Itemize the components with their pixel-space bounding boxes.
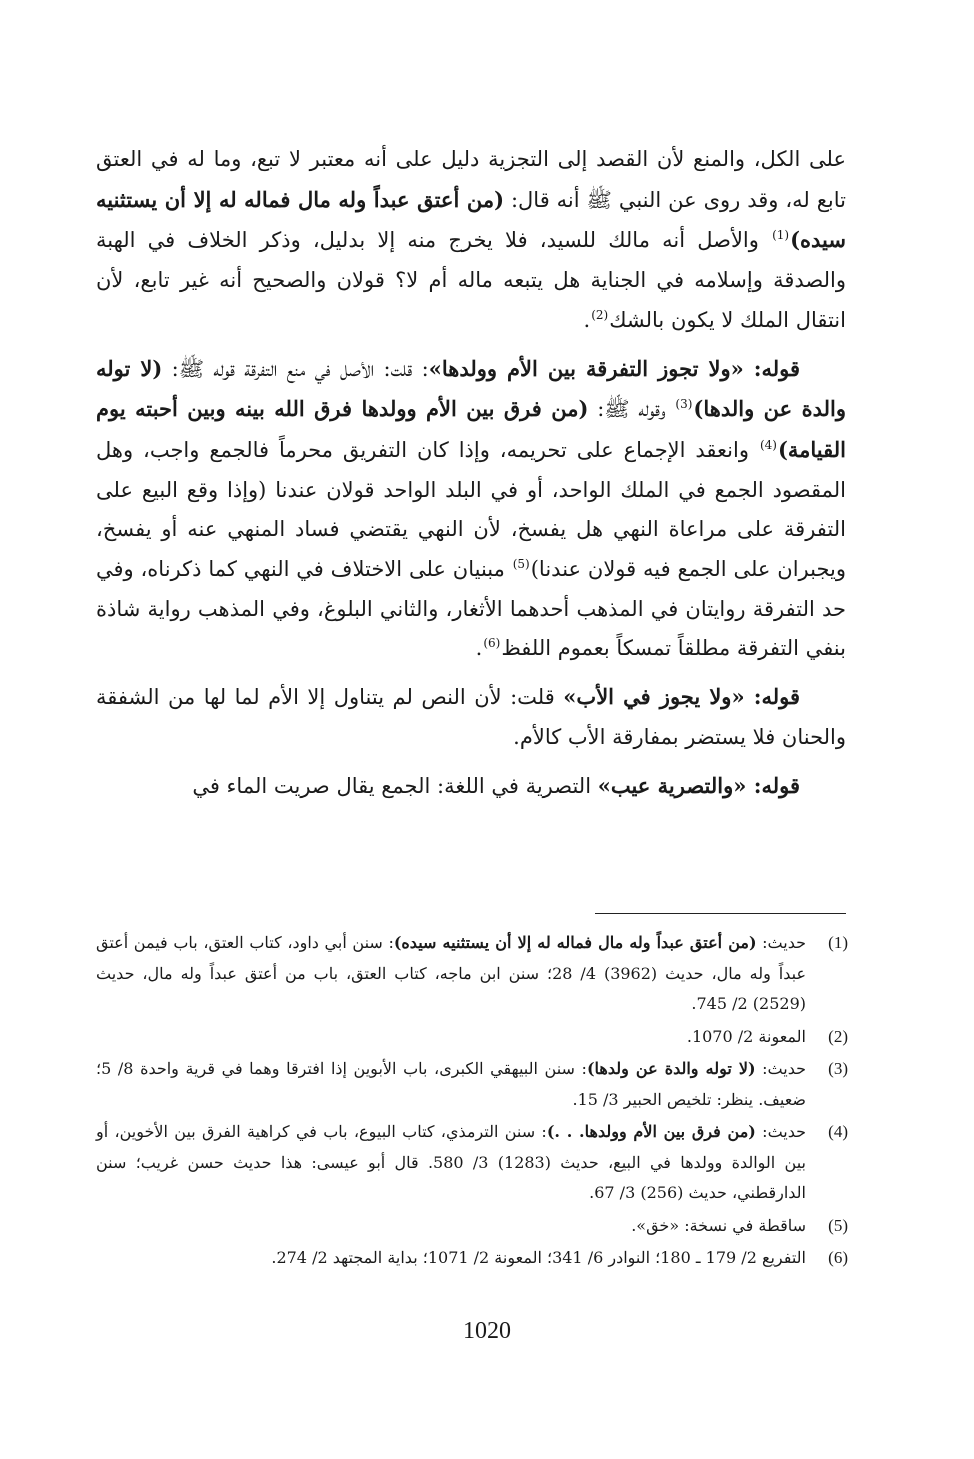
bold-quote: قوله: «والتصرية عيب» [597,772,800,798]
text-run: والأصل أنه مالك للسيد، فلا يخرج منه إلا بدليل، وذكر الخلاف في الهبة والصدقة وإسلامه في الجناية هل يتبعه ماله أم لا؟ قولان والصحيح أنه غير تابع، لأن انتقال الملك لا يكون بالشك [96,228,846,332]
footnote-text-run: : سنن أبي داود، كتاب العتق، باب فيمن أعتق عبداً وله مال، حديث (3962) 4/ 28؛ سنن ابن ماجه، كتاب العتق، باب من أعتق عبداً وله مال، حديث (2529) 2/ 745. [96,933,807,1013]
footnote-reference: (5) [512,557,530,572]
footnote-item [96,928,848,1020]
text-run: التصرية في اللغة: الجمع يقال صريت الماء في [192,773,598,798]
footnote-bold-quote: (من فرق بين الأم وولدها. . .) [546,1122,756,1141]
footnote-number: (5) [828,1215,848,1235]
footnote-item [96,1243,848,1274]
footnote-number: (1) [828,933,848,952]
footnote-text-run: : سنن البيهقي الكبرى، باب الأبوين إذا افترقا وهما في قرية واحدة 8/ 5؛ ضعيف. ينظر: تلخيص الحبير 3/ 15. [96,1059,806,1109]
text-run: . [475,636,483,661]
page-number: 1020 [463,1318,511,1344]
footnotes-section [96,928,848,1276]
text-run: : قلت: الأصل في منع التفرقة قوله ﷺ: [162,356,429,381]
body-paragraph [96,677,846,757]
footnote-item [96,1054,848,1115]
footnote-number: (3) [828,1059,848,1078]
bold-quote: قوله: «ولا تجوز التفرقة بين الأم وولدها» [428,355,801,381]
body-paragraph [96,766,846,807]
footnote-bold-quote: (من أعتق عبداً وله مال فماله له إلا أن يستثنيه سيده) [393,933,757,952]
footnote-bold-quote: (لا توله والدة عن ولدها) [586,1059,756,1078]
body-paragraph [96,349,846,670]
footnote-text [96,1243,812,1274]
text-run: وانعقد الإجماع على تحريمه، وإذا كان التفريق محرماً فالجمع واجب، وهل المقصود الجمع في الملك الواحد، أو في البلد الواحد قولان عندنا (وإذا وقع البيع على التفرقة على مراعاة النهي هل يفسخ، لأن النهي يقتضي فساد المنهي عنه أو يفسخ، ويجبران على الجمع فيه قولان عندنا) [96,437,847,582]
main-body-text [96,140,846,814]
footnote-text [96,928,812,1020]
footnote-text [96,1054,812,1115]
footnote-number: (6) [828,1248,848,1267]
footnote-text-run: حديث: [755,1122,807,1141]
bold-quote: (من أعتق عبداً وله مال فماله له إلا أن يستثنيه سيده) [96,186,846,253]
footnote-text-run: المعونة 2/ 1070. [686,1026,806,1046]
text-run: . [583,307,591,332]
footnote-reference: (2) [591,307,609,322]
text-run: وقوله ﷺ: [588,397,675,422]
footnote-text [96,1117,812,1209]
footnote-text-run: حديث: [755,1059,807,1078]
bold-quote: (لا توله والدة عن والدها) [96,355,846,422]
footnote-text [96,1211,812,1242]
footnote-item [96,1211,848,1242]
body-paragraph [96,140,846,341]
footnote-text-run: التفريع 2/ 179 ـ 180؛ النوادر 6/ 341؛ المعونة 2/ 1071؛ بداية المجتهد 2/ 274. [271,1248,806,1267]
text-run: قلت: لأن النص لم يتناول إلا الأم لما لها من الشفقة والحنان فلا يستضر بمفارقة الأب كالأم. [96,685,846,749]
footnote-text [96,1022,812,1053]
footnote-reference: (6) [483,636,501,651]
text-run: على الكل، والمنع لأن القصد إلى التجزية دليل على أنه معتبر لا تبع، وما له في العتق تابع له، وقد روى عن النبي ﷺ أنه قال: [96,147,846,212]
bold-quote: قوله: «ولا يجوز في الأب» [563,684,801,710]
footnote-reference: (1) [772,228,790,243]
footnote-item [96,1022,848,1053]
footnote-reference: (4) [759,437,777,452]
footnote-number: (2) [828,1026,848,1046]
footnote-item [96,1117,848,1209]
footnote-text-run: ساقطة في نسخة: «خق». [631,1215,806,1235]
text-run: مبنيان على الاختلاف في النهي كما ذكرناه، وفي حد التفرقة روايتان في المذهب أحدهما الأثغار، والثاني البلوغ، وفي المذهب رواية شاذة بنفي التفرقة مطلقاً تمسكاً بعموم اللفظ [96,557,846,661]
footnote-separator-rule [595,913,846,914]
footnote-number: (4) [828,1122,848,1141]
footnote-reference: (3) [675,397,693,412]
footnote-text-run: حديث: [756,933,806,952]
footnote-text-run: : سنن الترمذي، كتاب البيوع، باب في كراهية الفرق بين الأخوين، أو بين الوالدة وولدها في البيع، حديث (1283) 3/ 580. قال أبو عيسى: هذا حديث حسن غريب؛ سنن الدارقطني، حديث (256) 3/ 67. [96,1122,807,1202]
bold-quote: (من فرق بين الأم وولدها فرق الله بينه وبين أحبته يوم القيامة) [96,396,846,462]
